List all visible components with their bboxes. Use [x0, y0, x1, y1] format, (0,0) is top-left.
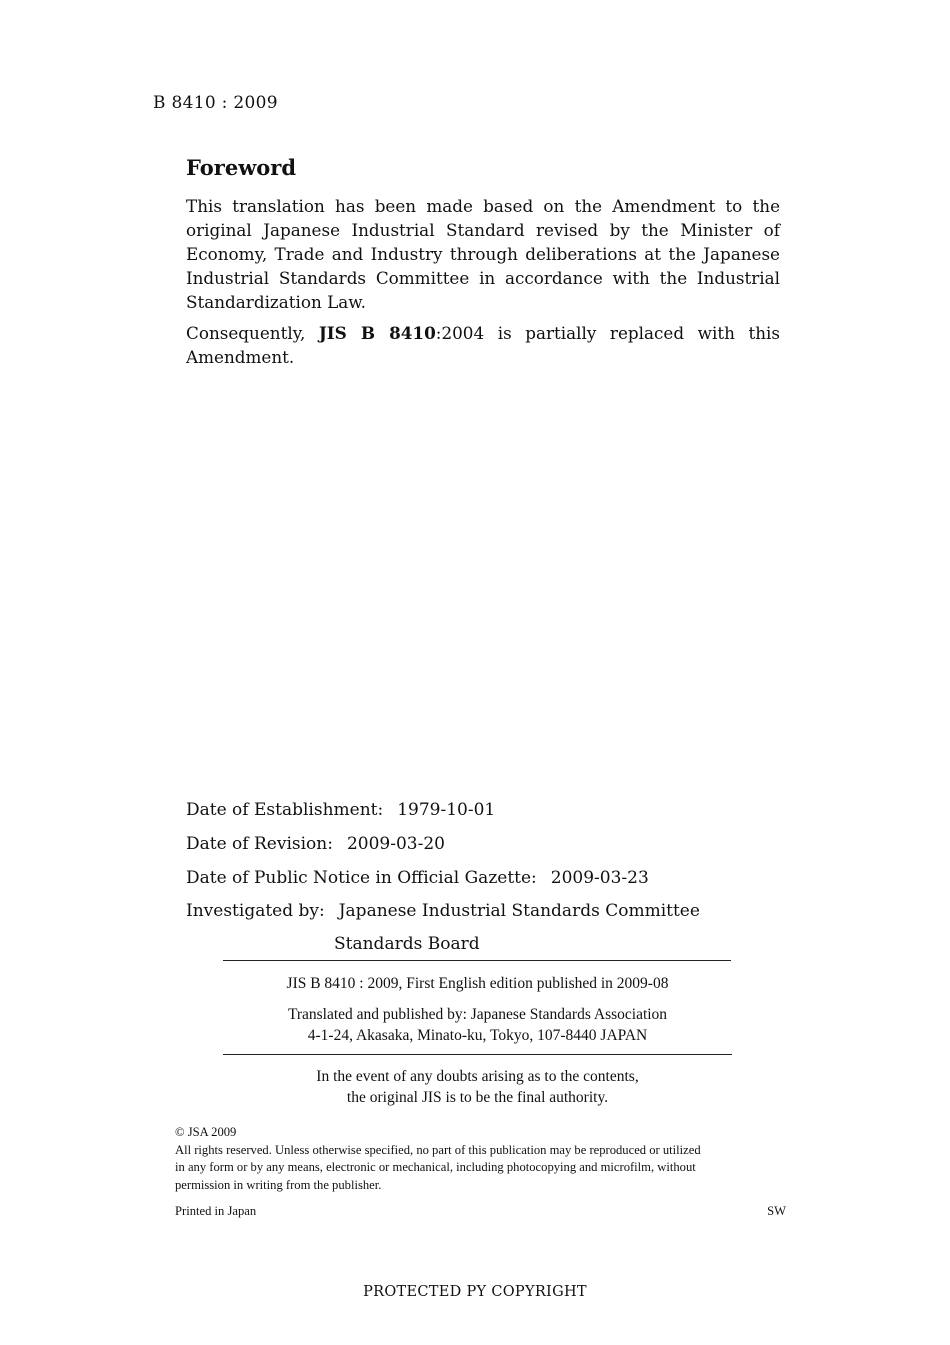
investigated-label: Investigated by: [186, 901, 325, 921]
authority-notice [223, 1066, 732, 1108]
printed-in: Printed in Japan [175, 1204, 257, 1218]
revision-label: Date of Revision: [186, 834, 333, 854]
revision-value: 2009-03-20 [346, 834, 445, 854]
copyright-mark: © JSA 2009 [175, 1125, 237, 1139]
copyright-line-1: All rights reserved. Unless otherwise specified, no part of this publication may be reproduced or utilized [175, 1142, 701, 1157]
date-of-revision [186, 834, 445, 854]
notice-line-1: In the event of any doubts arising as to the contents, [316, 1068, 639, 1085]
foreword-standard-reference: JIS B 8410 [318, 323, 436, 343]
document-code: B 8410 : 2009 [153, 93, 278, 113]
divider-top [223, 960, 731, 961]
publisher-info [223, 1004, 732, 1046]
foreword-paragraph-2 [186, 321, 780, 369]
investigated-by [186, 901, 700, 921]
footer-code: SW [767, 1204, 786, 1218]
publisher-line-1: Translated and published by: Japanese Standards Association [287, 1006, 668, 1023]
foreword-paragraph-2-suffix: :2004 is partially replaced with this Amendment. [186, 323, 781, 367]
gazette-label: Date of Public Notice in Official Gazette: [186, 868, 537, 888]
copyright-notice [175, 1124, 787, 1194]
foreword-paragraph-2-prefix: Consequently, [186, 323, 319, 343]
foreword-paragraph-1: This translation has been made based on the Amendment to the original Japanese Industrial Standard revised by the Minister of Economy, Trade and Industry through deliberations at the Japanese Industrial Standards Committee in accordance with the Industrial Standardization Law. [186, 196, 780, 312]
investigated-value-2: Standards Board [334, 934, 480, 954]
date-of-establishment [186, 800, 495, 820]
date-of-public-notice [186, 868, 649, 888]
divider-bottom [223, 1054, 732, 1055]
copyright-line-3: permission in writing from the publisher. [175, 1177, 382, 1192]
edition-info: JIS B 8410 : 2009, First English edition published in 2009-08 [286, 975, 669, 992]
protected-notice: PROTECTED PY COPYRIGHT [363, 1284, 587, 1300]
establishment-label: Date of Establishment: [186, 800, 384, 820]
establishment-value: 1979-10-01 [397, 800, 496, 820]
publisher-address: 4-1-24, Akasaka, Minato-ku, Tokyo, 107-8440 JAPAN [307, 1027, 648, 1044]
foreword-title: Foreword [186, 155, 297, 180]
copyright-line-2: in any form or by any means, electronic or mechanical, including photocopying and microfilm, without [175, 1160, 696, 1174]
gazette-value: 2009-03-23 [550, 868, 649, 888]
investigated-value: Japanese Industrial Standards Committee [338, 901, 700, 921]
notice-line-2: the original JIS is to be the final authority. [346, 1089, 609, 1106]
